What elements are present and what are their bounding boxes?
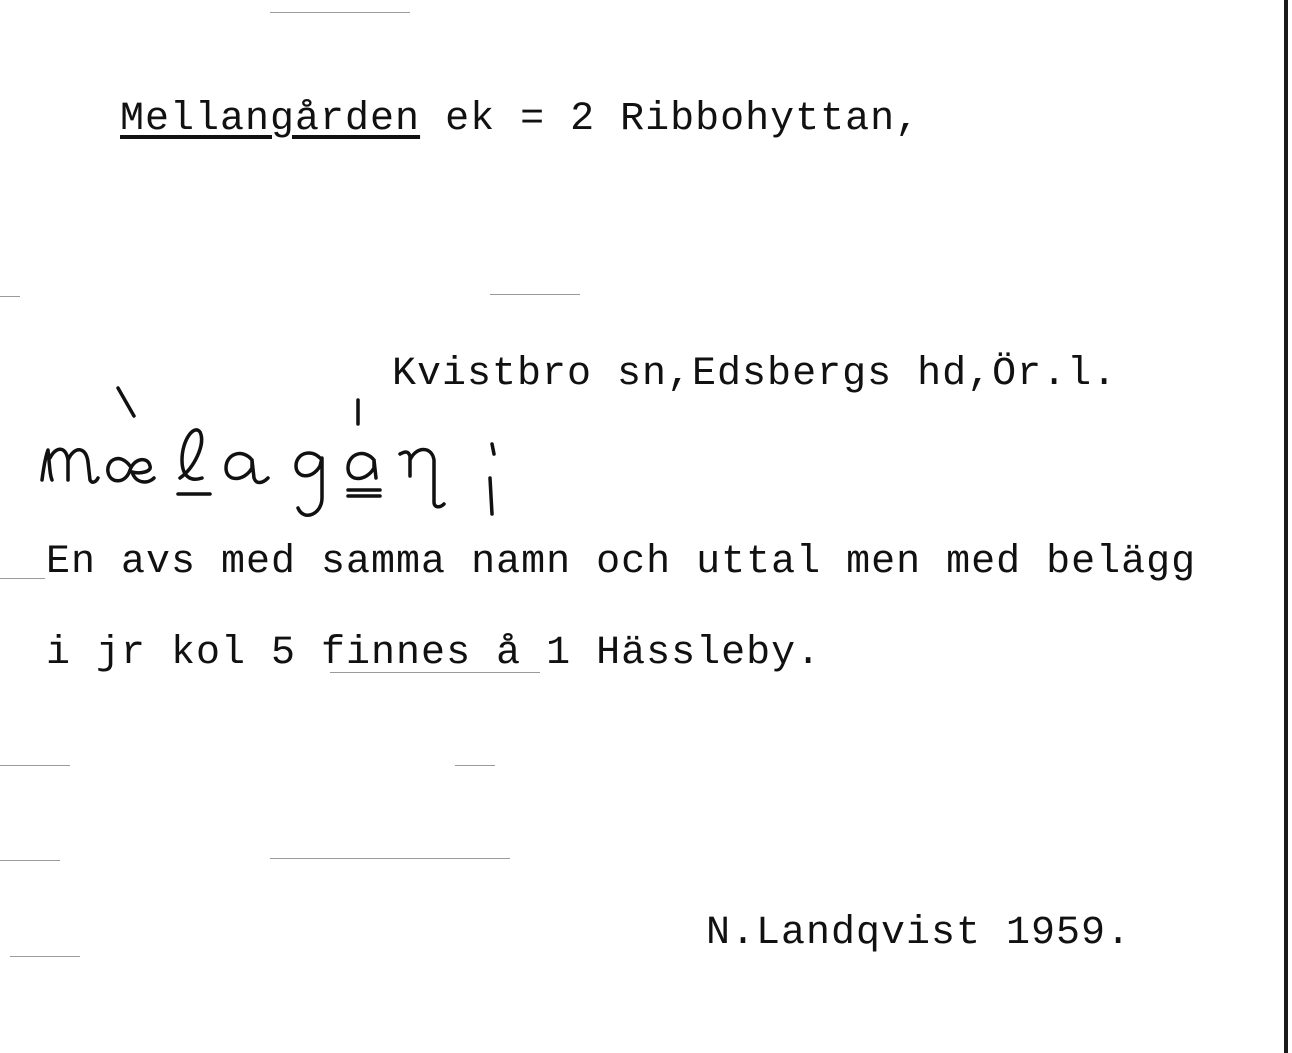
scan-speck [10,956,80,957]
phonetic-transcription [30,380,550,530]
scan-speck [0,860,60,861]
scan-speck [270,12,410,13]
note-line-2: i jr kol 5 finnes å 1 Hässleby. [46,631,822,676]
scan-speck [455,765,495,766]
location-line: Kvistbro sn,Edsbergs hd,Ör.l. [392,352,1118,397]
signature: N.Landqvist 1959. [706,911,1132,956]
title-line [20,60,920,180]
scan-speck [490,294,580,295]
scan-speck [270,858,510,859]
note-line-1: En avs med samma namn och uttal men med belägg [46,540,1197,585]
card-edge [1284,0,1288,1053]
title-rest: ek = 2 Ribbohyttan, [420,97,921,142]
scan-speck [0,296,20,297]
headword: Mellangården [120,97,421,142]
scan-speck [0,765,70,766]
scan-speck [0,578,45,579]
